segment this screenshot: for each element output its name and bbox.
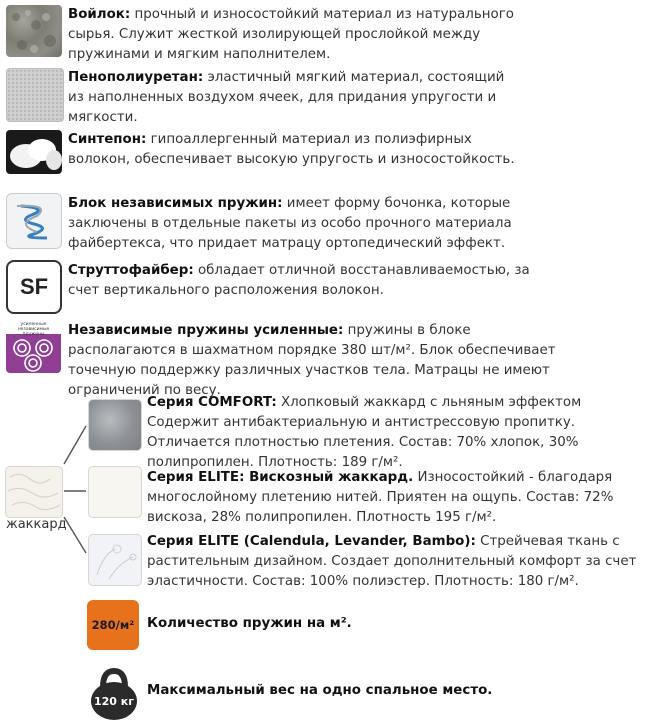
comfort-description: Серия COMFORT: Хлопковый жаккард с льняным эффектом Содержит антибактериальную и антистрессовую пропитку. Отличается плотностью плетения. Состав: 70% хлопок, 30% полипропилен. Плотность: 189 г/м². — [147, 395, 582, 470]
kettlebell-icon — [86, 665, 142, 721]
springs-count-badge-label: 280/м² — [91, 618, 135, 632]
comfort-swatch — [88, 399, 142, 451]
elite-viscose-swatch — [88, 466, 142, 518]
sintepon-description: Синтепон: гипоаллергенный материал из полиэфирных волокон, обеспечивает высокую упругость и износостойкость. — [68, 132, 515, 167]
kettlebell-icon-label: 120 кг — [93, 695, 134, 708]
reinforced-springs-caption: усиленные независимые пружины — [6, 321, 61, 334]
max-weight-text: Максимальный вес на одно спальное место. — [147, 683, 493, 698]
reinforced-springs-description: Независимые пружины усиленные: пружины в блоке располагаются в шахматном порядке 380 шт/м². Блок обеспечивает точечную поддержку различных участков тела. Матрацы не имеют ограничений по весу. — [68, 323, 556, 398]
jacquard-label: жаккард — [6, 517, 67, 532]
elite-floral-description: Серия ELITE (Calendula, Levander, Bambo): Стрейчевая ткань с растительным дизайном. Создает дополнительный комфорт за счет эластичности. Состав: 100% полиэстер. Плотность: 180 г/м². — [147, 534, 637, 589]
elite-floral-swatch — [88, 534, 142, 586]
jacquard-connector-lines — [0, 0, 100, 725]
foam-description: Пенополиуретан: эластичный мягкий материал, состоящий из наполненных воздухом ячеек, для придания упругости и мягкости. — [68, 70, 505, 125]
elite-viscose-description: Серия ELITE: Вискозный жаккард. Износостойкий - благодаря многослойному плетению нитей. Приятен на ощупь. Состав: 72% вискоза, 28% полипропилен. Плотность 195 г/м². — [147, 470, 614, 525]
springs-count-text: Количество пружин на м². — [147, 616, 352, 631]
struttofiber-description: Струттофайбер: обладает отличной восстанавливаемостью, за счет вертикального расположения волокон. — [68, 263, 530, 298]
springs-count-badge — [87, 600, 139, 650]
felt-description: Войлок: прочный и износостойкий материал из натурального сырья. Служит жесткой изолирующей прослойкой между пружинами и мягким наполнителем. — [68, 7, 514, 62]
pocket-springs-description: Блок независимых пружин: имеет форму бочонка, которые заключены в отдельные пакеты из особо прочного материала файбертекса, что придает матрацу ортопедический эффект. — [68, 196, 512, 251]
sf-icon-label: SF — [19, 274, 49, 299]
